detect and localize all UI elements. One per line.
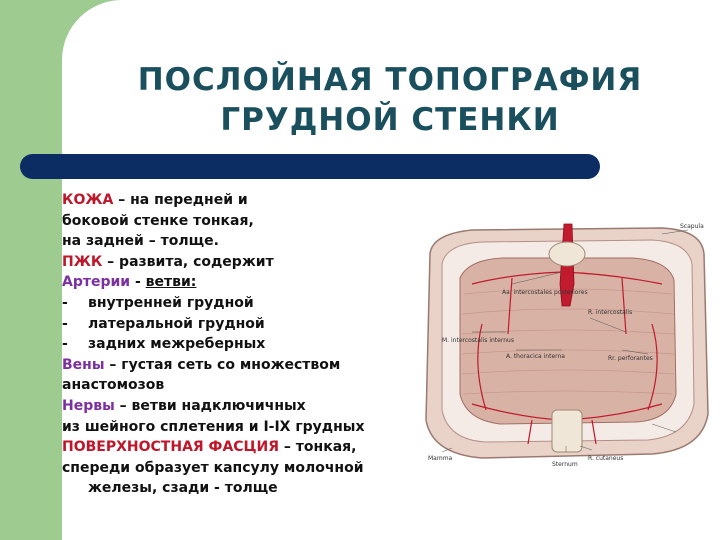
label-m-intercostalis: M. intercostalis internus [442, 337, 514, 344]
arteries-term: Артерии [62, 274, 131, 291]
fascia-line [62, 437, 422, 458]
skin-text-2: боковой стенке тонкая, [62, 212, 254, 229]
anatomy-illustration-svg [412, 214, 718, 470]
label-r-intercostalis: R. intercostalis [588, 309, 633, 316]
nerves-text-1: – ветви надключичных [114, 397, 306, 414]
skin-text-3: на задней – толще. [62, 233, 219, 250]
veins-text-1: – густая сеть со множеством [104, 356, 341, 373]
list-item-label: латеральной грудной [88, 315, 265, 332]
title-divider-bar [20, 154, 600, 179]
nerves-line [62, 396, 422, 417]
label-scapula: Scapula [680, 223, 704, 230]
page-title [70, 60, 710, 140]
veins-term: Вены [62, 356, 105, 373]
fascia-text-2: спереди образует капсулу молочной [62, 459, 364, 476]
label-a-thoracica: A. thoracica interna [506, 353, 565, 360]
fascia-term: ПОВЕРХНОСТНАЯ ФАСЦИЯ [62, 439, 280, 456]
list-item-label: задних межреберных [88, 336, 266, 353]
arteries-branches: ветви: [145, 274, 197, 291]
list-dash: - [62, 336, 68, 353]
title-line-1: ПОСЛОЙНАЯ ТОПОГРАФИЯ [137, 62, 643, 98]
list-dash: - [62, 294, 68, 311]
list-item [62, 293, 422, 314]
nerves-term: Нервы [62, 397, 115, 414]
arteries-line [62, 272, 422, 293]
skin-term: КОЖА [62, 192, 114, 208]
list-item-label: внутренней грудной [88, 294, 254, 311]
label-mamma: Mamma [428, 455, 453, 462]
thoracic-wall-anatomy-illustration [412, 214, 718, 470]
list-dash: - [62, 315, 68, 332]
veins-line [62, 355, 422, 376]
skin-text-1: – на передней и [113, 192, 248, 208]
nerves-text-2: из шейного сплетения и I-IX грудных [62, 418, 365, 435]
label-r-cutaneus: R. cutaneus [588, 455, 624, 462]
pzhk-text: – развита, содержит [102, 253, 274, 270]
label-aa-intercostales: Aa. intercostales posteriores [502, 289, 588, 296]
skin-line [62, 190, 422, 211]
fascia-text-3: железы, сзади - толще [88, 480, 278, 497]
fascia-text-1: – тонкая, [279, 439, 357, 456]
label-rr-perforantes: Rr. perforantes [608, 355, 653, 362]
arteries-sep: - [130, 274, 146, 291]
veins-text-2: анастомозов [62, 377, 165, 394]
list-item [62, 334, 422, 355]
pzhk-line [62, 252, 422, 273]
slide-body-text [62, 190, 422, 499]
pzhk-term: ПЖК [62, 253, 103, 270]
label-sternum: Sternum [552, 461, 578, 468]
list-item [62, 314, 422, 335]
title-line-2: ГРУДНОЙ СТЕНКИ [220, 102, 560, 138]
